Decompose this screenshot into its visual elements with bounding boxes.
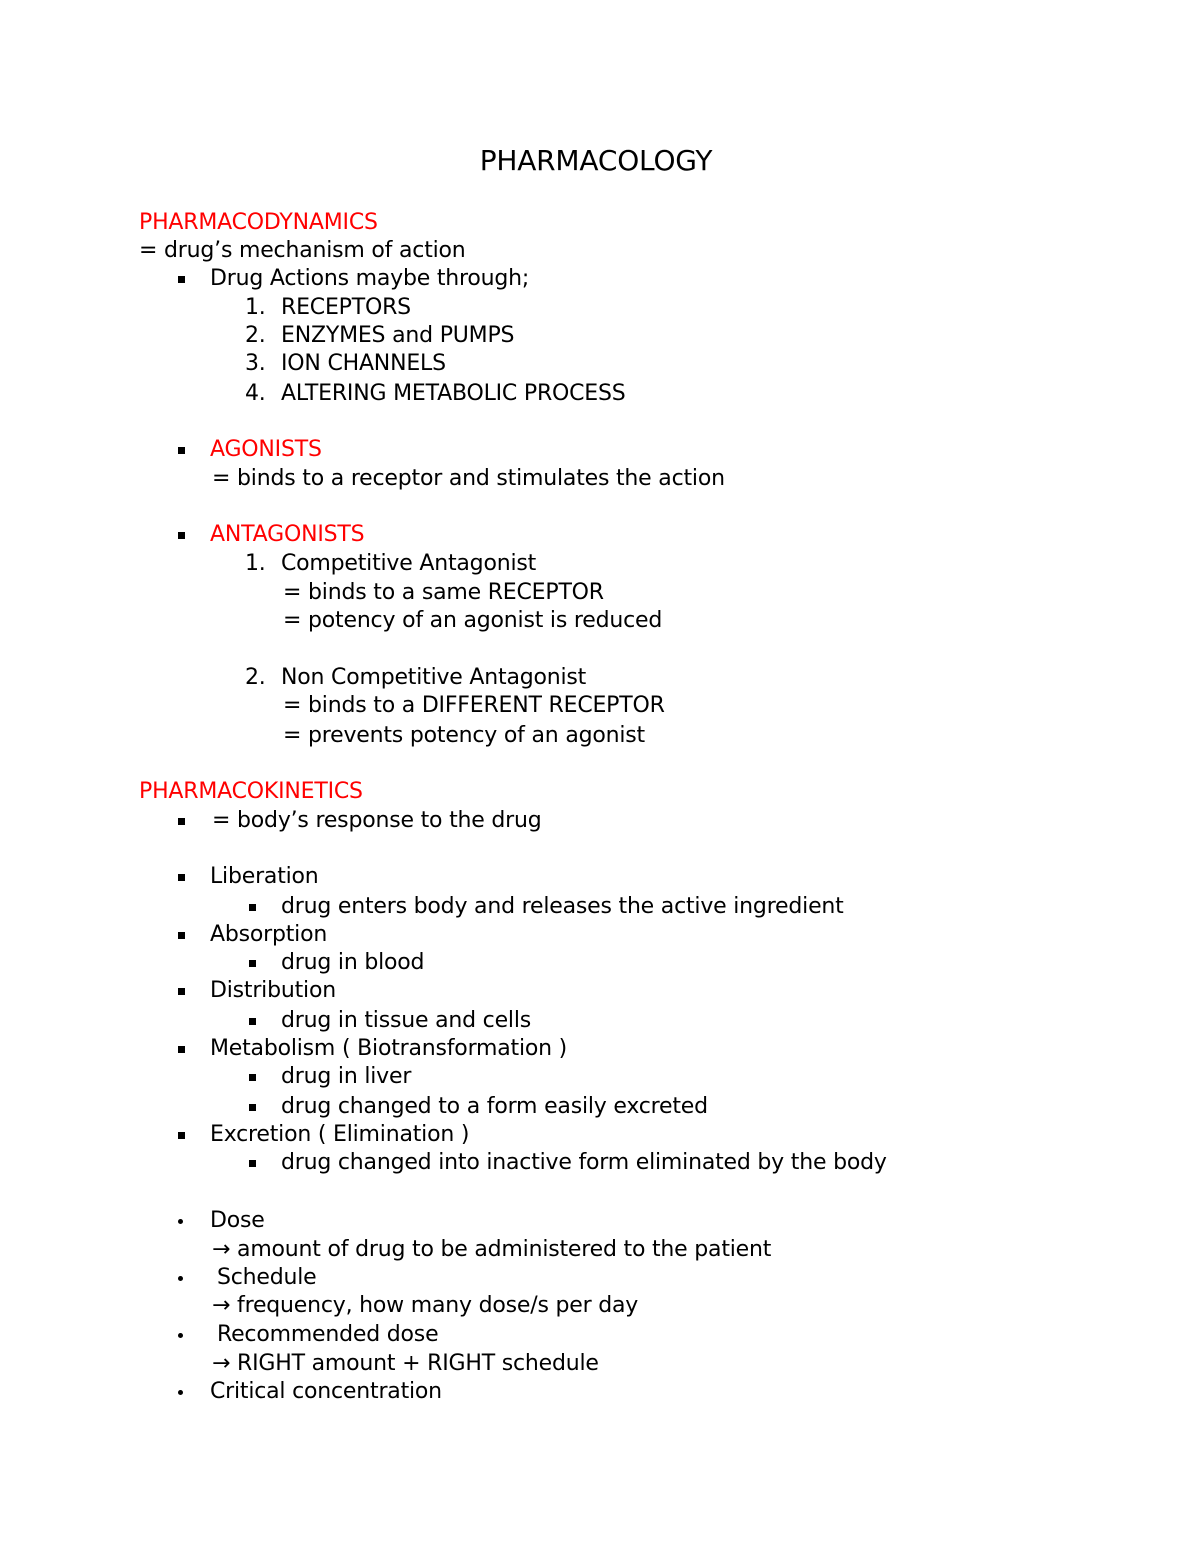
dosing-definition: frequency, how many dose/s per day <box>237 1293 639 1318</box>
square-bullet-icon <box>178 988 185 995</box>
agonists-definition: = binds to a receptor and stimulates the action <box>212 466 725 491</box>
square-bullet-icon <box>249 1104 256 1111</box>
antagonist-detail: = prevents potency of an agonist <box>283 723 645 748</box>
square-bullet-icon <box>249 1018 256 1025</box>
square-bullet-icon <box>178 1046 185 1053</box>
stage-detail: drug in blood <box>281 950 425 975</box>
round-bullet-icon <box>178 1276 183 1281</box>
antagonist-number: 1. <box>245 551 266 576</box>
stage-name: Absorption <box>210 922 328 947</box>
square-bullet-icon <box>249 960 256 967</box>
dosing-term: Dose <box>210 1208 265 1233</box>
antagonist-detail: = potency of an agonist is reduced <box>283 608 663 633</box>
round-bullet-icon <box>178 1333 183 1338</box>
action-number: 4. <box>245 381 266 406</box>
arrow-right-icon: → <box>212 1237 231 1262</box>
square-bullet-icon <box>249 1074 256 1081</box>
dosing-definition-line <box>212 1236 771 1264</box>
dosing-definition: amount of drug to be administered to the patient <box>237 1237 772 1262</box>
pharmacodynamics-heading: PHARMACODYNAMICS <box>139 210 378 235</box>
action-item: RECEPTORS <box>281 295 411 320</box>
arrow-right-icon: → <box>212 1351 231 1376</box>
pharmacokinetics-heading: PHARMACOKINETICS <box>139 779 363 804</box>
dosing-definition-line <box>212 1292 638 1320</box>
action-item: ION CHANNELS <box>281 351 446 376</box>
stage-detail: drug changed to a form easily excreted <box>281 1094 708 1119</box>
antagonist-detail: = binds to a same RECEPTOR <box>283 580 604 605</box>
stage-name: Metabolism ( Biotransformation ) <box>210 1036 568 1061</box>
dosing-definition-line <box>212 1350 599 1378</box>
drug-actions-intro: Drug Actions maybe through; <box>210 266 530 291</box>
action-number: 1. <box>245 295 266 320</box>
dosing-definition: RIGHT amount + RIGHT schedule <box>237 1351 599 1376</box>
stage-detail: drug changed into inactive form eliminated by the body <box>281 1150 887 1175</box>
round-bullet-icon <box>178 1390 183 1395</box>
action-number: 3. <box>245 351 266 376</box>
square-bullet-icon <box>178 447 185 454</box>
square-bullet-icon <box>178 1132 185 1139</box>
page-title: PHARMACOLOGY <box>479 144 713 177</box>
square-bullet-icon <box>249 904 256 911</box>
stage-detail: drug in liver <box>281 1064 412 1089</box>
antagonist-name: Competitive Antagonist <box>281 551 537 576</box>
square-bullet-icon <box>178 276 185 283</box>
agonists-heading: AGONISTS <box>210 437 322 462</box>
antagonist-detail: = binds to a DIFFERENT RECEPTOR <box>283 693 665 718</box>
dosing-term: Recommended dose <box>217 1322 439 1347</box>
pharmacokinetics-definition: = body’s response to the drug <box>212 808 542 833</box>
stage-detail: drug enters body and releases the active ingredient <box>281 894 844 919</box>
stage-name: Distribution <box>210 978 336 1003</box>
pharmacodynamics-definition: = drug’s mechanism of action <box>139 238 466 263</box>
antagonists-heading: ANTAGONISTS <box>210 522 365 547</box>
antagonist-name: Non Competitive Antagonist <box>281 665 587 690</box>
square-bullet-icon <box>178 818 185 825</box>
action-item: ALTERING METABOLIC PROCESS <box>281 381 626 406</box>
square-bullet-icon <box>178 874 185 881</box>
action-item: ENZYMES and PUMPS <box>281 323 515 348</box>
square-bullet-icon <box>249 1160 256 1167</box>
dosing-term: Schedule <box>217 1265 317 1290</box>
stage-name: Excretion ( Elimination ) <box>210 1122 470 1147</box>
stage-detail: drug in tissue and cells <box>281 1008 531 1033</box>
dosing-term: Critical concentration <box>210 1379 442 1404</box>
action-number: 2. <box>245 323 266 348</box>
round-bullet-icon <box>178 1219 183 1224</box>
antagonist-number: 2. <box>245 665 266 690</box>
square-bullet-icon <box>178 532 185 539</box>
arrow-right-icon: → <box>212 1293 231 1318</box>
stage-name: Liberation <box>210 864 319 889</box>
square-bullet-icon <box>178 932 185 939</box>
